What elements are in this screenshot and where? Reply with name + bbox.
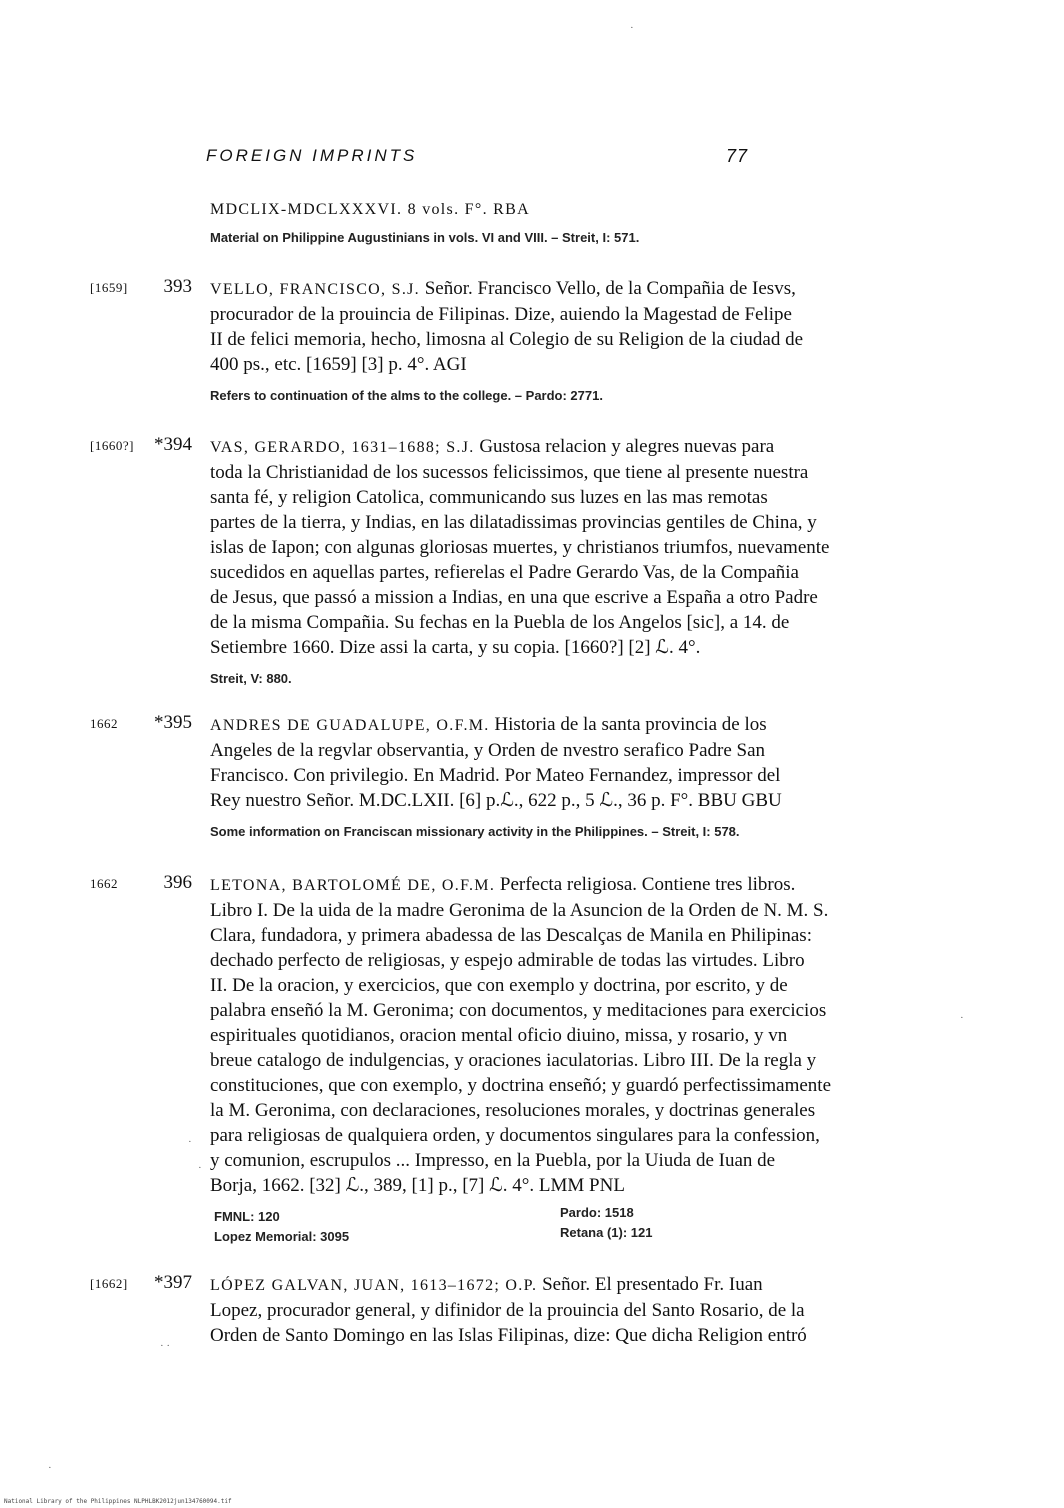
entry-text-line: Libro I. De la uida de la madre Geronima de la Asuncion de la Orden de N. M. S.	[210, 900, 829, 921]
entry-text-line: Angeles de la regvlar observantia, y Orden de nvestro serafico Padre San	[210, 740, 766, 761]
entry-text-line: Lopez, procurador general, y difinidor de la prouincia del Santo Rosario, de la	[210, 1300, 805, 1321]
entry-text-line: Señor. Francisco Vello, de la Compañia de Iesvs,	[424, 278, 796, 299]
entry-text-line: Orden de Santo Domingo en las Islas Filipinas, dize: Que dicha Religion entró	[210, 1325, 807, 1346]
entry-date: [1659]	[90, 280, 128, 295]
entry-date: [1660?]	[90, 438, 134, 453]
entry-note: Some information on Franciscan missionary activity in the Philippines. – Streit, I: 578.	[210, 824, 740, 839]
running-header: FOREIGN IMPRINTS	[206, 146, 418, 165]
entry-text-line: Borja, 1662. [32] ℒ., 389, [1] p., [7] ℒ. 4°. LMM PNL	[210, 1175, 625, 1196]
reference-item: FMNL: 120	[214, 1209, 280, 1224]
entry-text-line: procurador de la prouincia de Filipinas. Dize, auiendo la Magestad de Felipe	[210, 304, 792, 325]
scan-speck: ·	[198, 1162, 202, 1174]
entry-text-line: de Jesus, que passó a mission a Indias, en una que escrive a España a otro Padre	[210, 587, 818, 608]
scan-speck: ·	[960, 1012, 964, 1024]
entry-text-line: Gustosa relacion y alegres nuevas para	[479, 436, 775, 457]
reference-item: Retana (1): 121	[560, 1225, 653, 1240]
entry-text-line: Francisco. Con privilegio. En Madrid. Por Mateo Fernandez, impressor del	[210, 765, 781, 786]
entry-text-line: Señor. El presentado Fr. Iuan	[542, 1274, 763, 1295]
entry-text-line: para religiosas de qualquiera orden, y documentos singulares para la confession,	[210, 1125, 820, 1146]
page-number: 77	[726, 146, 749, 166]
entry-text-line: islas de Iapon; con algunas gloriosas muertes, y christianos triumfos, nuevamente	[210, 537, 830, 558]
entry-author: LÓPEZ GALVAN, JUAN, 1613–1672; O.P.	[210, 1277, 538, 1294]
entry-author: VELLO, FRANCISCO, S.J.	[210, 281, 420, 298]
entry-note: Refers to continuation of the alms to the college. – Pardo: 2771.	[210, 388, 603, 403]
scan-speck: ·	[48, 1462, 52, 1474]
entry-text-line: toda la Christianidad de los sucessos felicissimos, que tiene al presente nuestra	[210, 462, 809, 483]
entry-text-line: dechado perfecto de religiosas, y espejo admirable de todas las virtudes. Libro	[210, 950, 805, 971]
reference-item: Lopez Memorial: 3095	[214, 1229, 350, 1244]
entry-text-line: la M. Geronima, con declaraciones, resoluciones morales, y doctrinas generales	[210, 1100, 816, 1121]
continuation-note: Material on Philippine Augustinians in vols. VI and VIII. – Streit, I: 571.	[210, 230, 640, 245]
entry-text-line: espirituales quotidianos, oracion mental oficio diuino, missa, y rosario, y vn	[210, 1025, 788, 1046]
entry-text-line: Rey nuestro Señor. M.DC.LXII. [6] p.ℒ., 622 p., 5 ℒ., 36 p. F°. BBU GBU	[210, 790, 782, 811]
entry-text-line: palabra enseñó la M. Geronima; con documentos, y meditaciones para exercicios	[210, 1000, 827, 1021]
entry-number: *394	[154, 434, 192, 455]
scan-footer: National Library of the Philippines NLPHLBK2012jun134760094.tif	[4, 1498, 232, 1505]
entry-text-line: partes de la tierra, y Indias, en las dilatadissimas provincias gentiles de China, y	[210, 512, 817, 533]
entry-text-line: II. De la oracion, y exercicios, que con exemplo y doctrina, por escrito, y de	[210, 975, 788, 996]
entry-number: 396	[163, 872, 192, 893]
entry-date: 1662	[90, 716, 118, 731]
entry-text-line: II de felici memoria, hecho, limosna al Colegio de su Religion de la ciudad de	[210, 329, 804, 350]
scan-speck: ·	[630, 22, 634, 34]
entry-number: *397	[154, 1272, 192, 1293]
reference-grid	[210, 1204, 900, 1250]
entry-note: Streit, V: 880.	[210, 671, 292, 686]
entry-text-line: y comunion, escrupulos ... Impresso, en la Puebla, por la Uiuda de Iuan de	[210, 1150, 776, 1171]
entry-author: LETONA, BARTOLOMÉ DE, O.F.M.	[210, 877, 496, 894]
entry-text-line: Perfecta religiosa. Contiene tres libros.	[499, 874, 796, 895]
entry-date: [1662]	[90, 1276, 128, 1291]
scan-speck: · ·	[160, 1340, 171, 1352]
entry-date: 1662	[90, 876, 118, 891]
reference-item: Pardo: 1518	[560, 1205, 634, 1220]
entry-author: VAS, GERARDO, 1631–1688; S.J.	[210, 439, 475, 456]
entry-text-line: Historia de la santa provincia de los	[494, 714, 767, 735]
entry-text-line: Setiembre 1660. Dize assi la carta, y su copia. [1660?] [2] ℒ. 4°.	[210, 637, 701, 658]
continuation-line: MDCLIX-MDCLXXXVI. 8 vols. F°. RBA	[210, 201, 530, 218]
entry-number: *395	[154, 712, 192, 733]
entry-text-line: 400 ps., etc. [1659] [3] p. 4°. AGI	[210, 354, 467, 375]
entry-text-line: santa fé, y religion Catolica, communicando sus luzes en las mas remotas	[210, 487, 768, 508]
scan-speck: ·	[188, 1136, 192, 1148]
entry-author: ANDRES DE GUADALUPE, O.F.M.	[210, 717, 490, 734]
entry-number: 393	[163, 276, 192, 297]
entry-text-line: constituciones, que con exemplo, y doctrina enseñó; y guardó perfectissimamente	[210, 1075, 832, 1096]
entry-text-line: de la misma Compañia. Su fechas en la Puebla de los Angelos [sic], a 14. de	[210, 612, 790, 633]
entry-text-line: Clara, fundadora, y primera abadessa de las Descalças de Manila en Philipinas:	[210, 925, 812, 946]
entry-text-line: breue catalogo de indulgencias, y oraciones iaculatorias. Libro III. De la regla y	[210, 1050, 817, 1071]
entry-text-line: sucedidos en aquellas partes, refierelas el Padre Gerardo Vas, de la Compañia	[210, 562, 799, 583]
